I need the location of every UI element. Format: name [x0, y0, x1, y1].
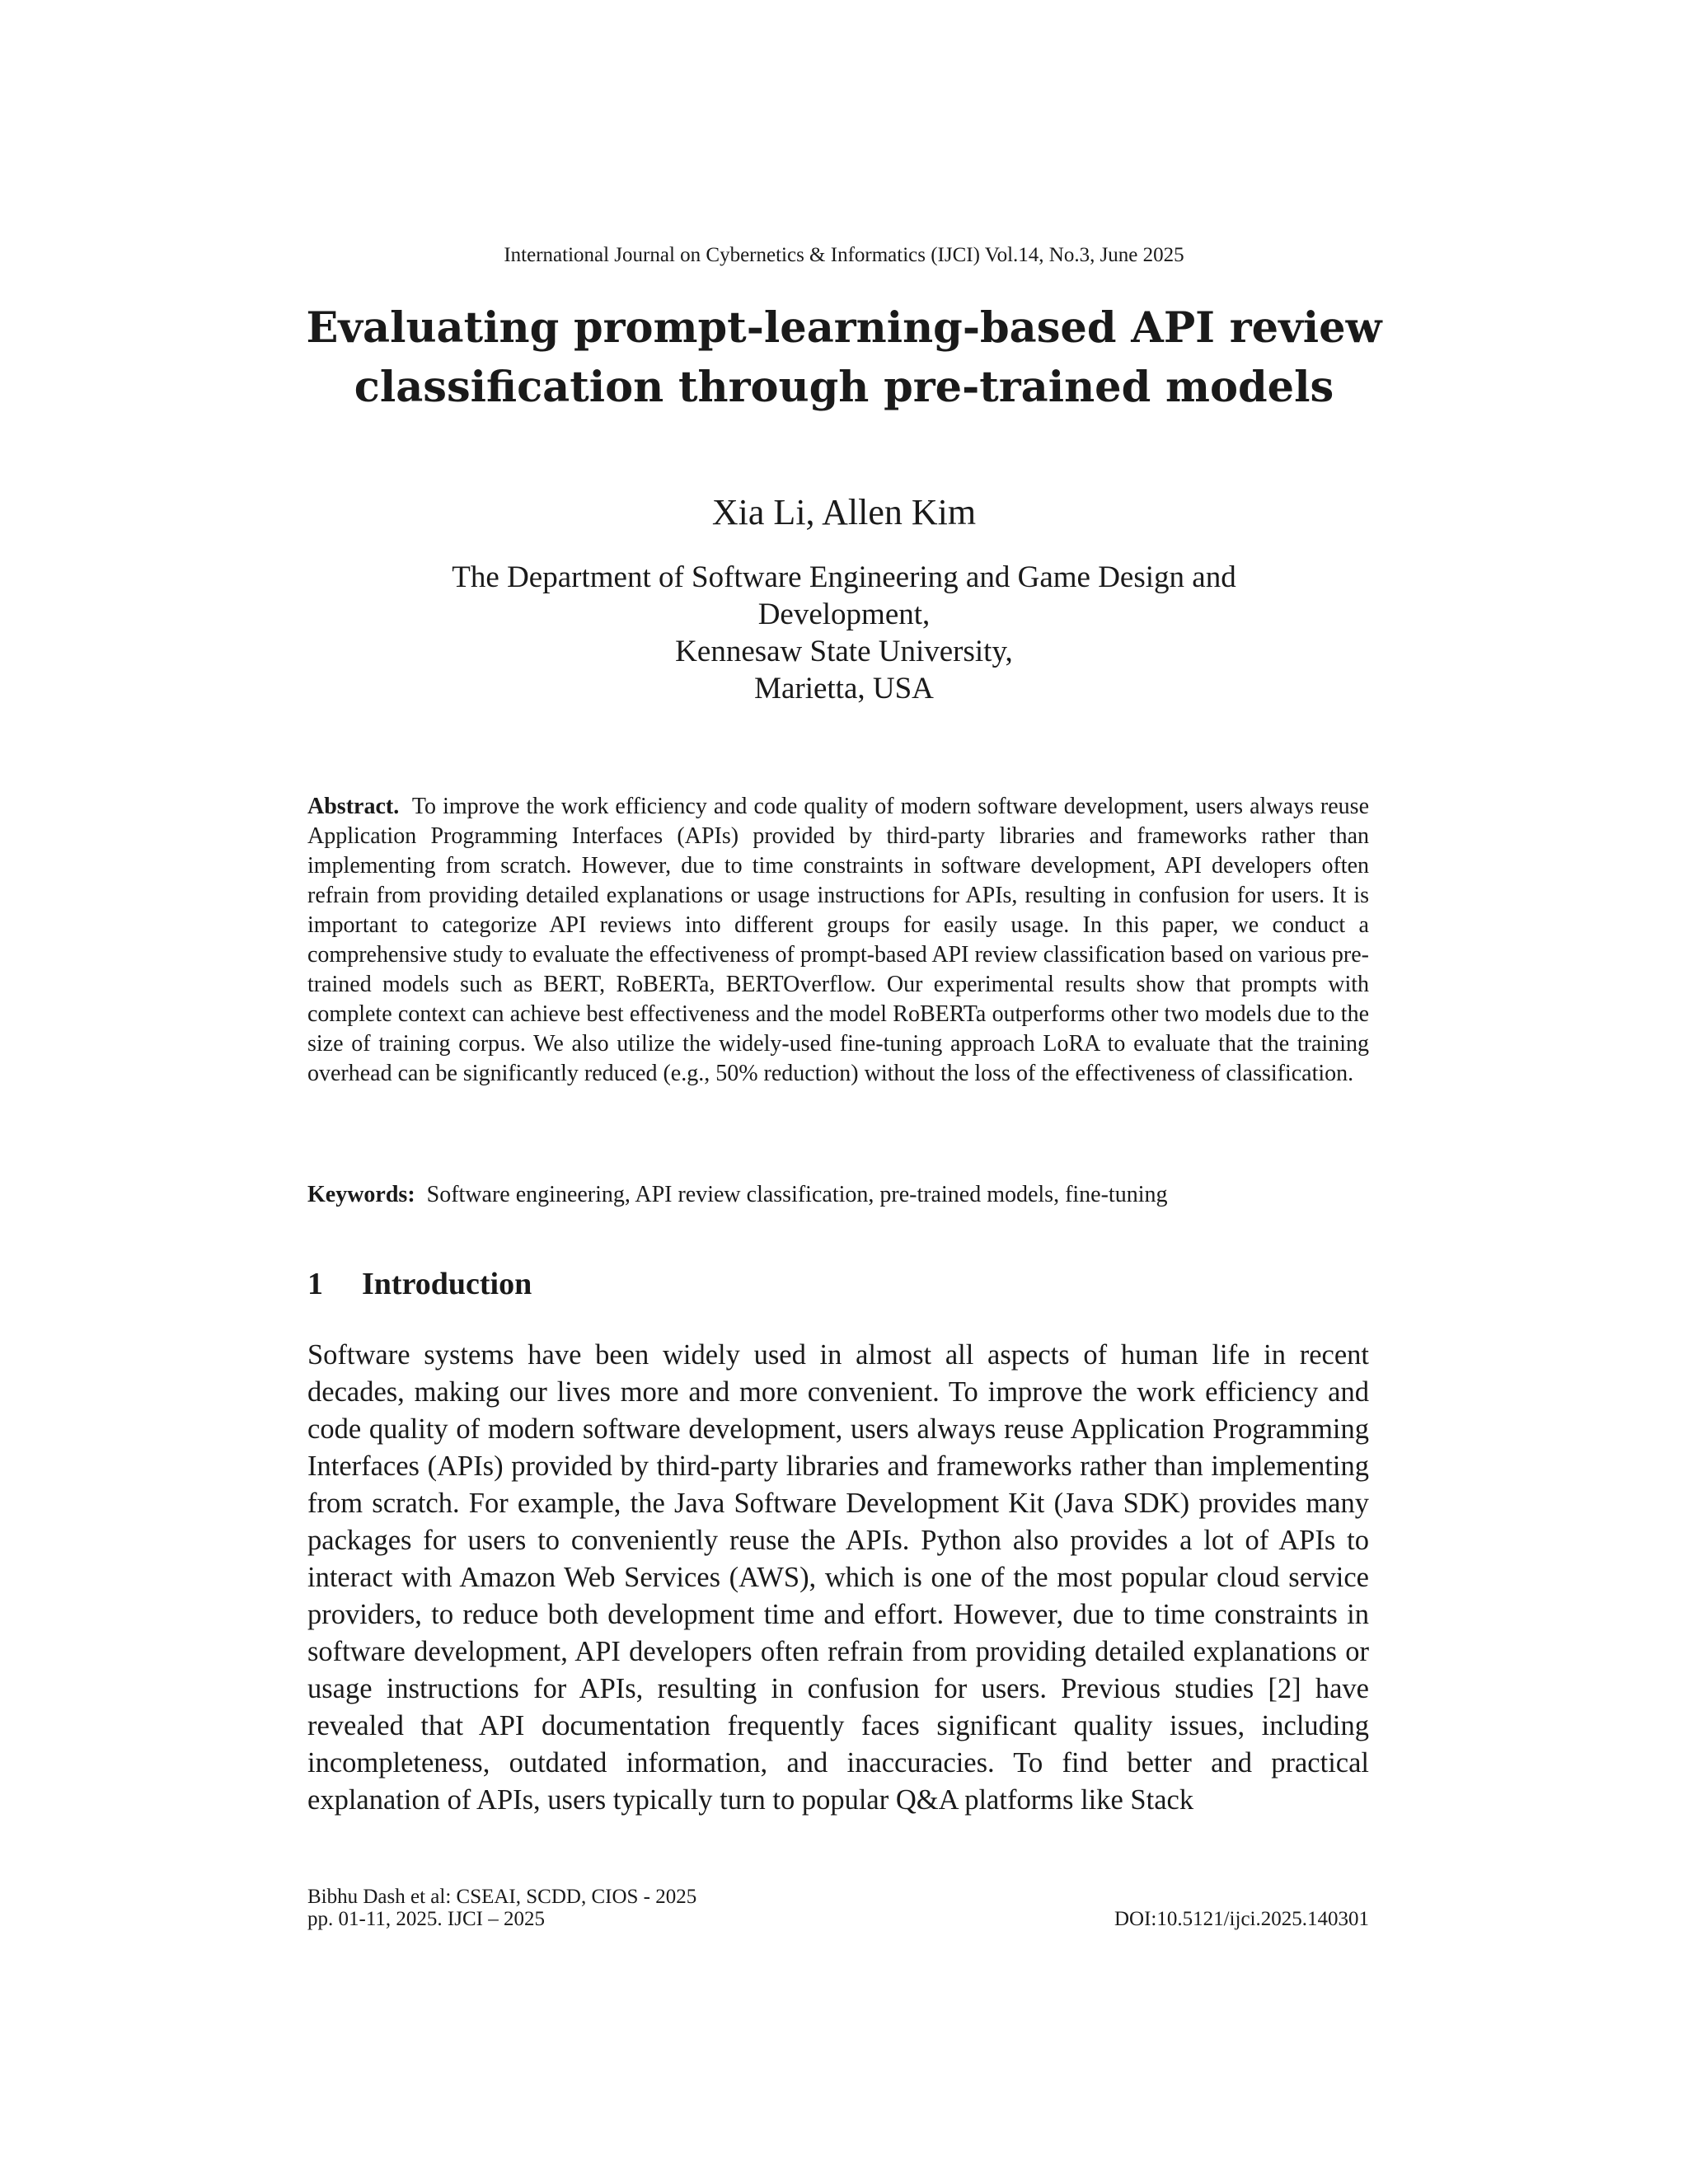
- affiliation-line: Development,: [757, 598, 931, 631]
- keywords-text: Software engineering, API review classification, pre-trained models, fine-tuning: [426, 1182, 1168, 1207]
- footer-doi: DOI:10.5121/ijci.2025.140301: [1114, 1908, 1369, 1930]
- paper-authors: Xia Li, Allen Kim: [711, 492, 977, 532]
- abstract-label: Abstract.: [307, 794, 400, 819]
- affiliation-line: Kennesaw State University,: [675, 635, 1013, 668]
- journal-header: International Journal on Cybernetics & Informatics (IJCI) Vol.14, No.3, June 2025: [504, 244, 1184, 266]
- footer-line: pp. 01-11, 2025. IJCI – 2025: [307, 1908, 545, 1930]
- abstract: [307, 792, 1369, 1089]
- affiliation: [267, 559, 1421, 707]
- section-number: 1: [307, 1267, 323, 1301]
- section-title: Introduction: [362, 1267, 532, 1301]
- footer-line: Bibhu Dash et al: CSEAI, SCDD, CIOS - 2025: [307, 1886, 697, 1908]
- affiliation-line: Marietta, USA: [754, 672, 934, 705]
- paper-title: Evaluating prompt-learning-based API review classification through pre-trained models: [306, 303, 1382, 412]
- section-heading: [307, 1266, 532, 1302]
- affiliation-line: The Department of Software Engineering and Game Design and: [452, 560, 1236, 594]
- introduction-paragraph: Software systems have been widely used in almost all aspects of human life in recent decades, making our lives more and more convenient. To improve the work efficiency and code quality of modern software development, users always reuse Application Programming Interfaces (APIs) provided by third-party libraries and frameworks rather than implementing from scratch. For example, the Java Software Development Kit (Java SDK) provides many packages for users to conveniently reuse the APIs. Python also provides a lot of APIs to interact with Amazon Web Services (AWS), which is one of the most popular cloud service providers, to reduce both development time and effort. However, due to time constraints in software development, API developers often refrain from providing detailed explanations or usage instructions for APIs, resulting in confusion for users. Previous studies [2] have revealed that API documentation frequently faces significant quality issues, including incompleteness, outdated information, and inaccuracies. To find better and practical explanation of APIs, users typically turn to popular Q&A platforms like Stack: [307, 1339, 1369, 1816]
- keywords-label: Keywords:: [307, 1182, 415, 1207]
- keywords: [307, 1180, 1461, 1210]
- footer-citation: [307, 1886, 696, 1930]
- abstract-text: To improve the work efficiency and code quality of modern software development, users always reuse Application Programming Interfaces (APIs) provided by third-party libraries and frameworks rather than implementing from scratch. However, due to time constraints in software development, API developers often refrain from providing detailed explanations or usage instructions for APIs, resulting in confusion for users. It is important to categorize API reviews into different groups for easily usage. In this paper, we conduct a comprehensive study to evaluate the effectiveness of prompt-based API review classification based on various pre-trained models such as BERT, RoBERTa, BERTOverflow. Our experimental results show that prompts with complete context can achieve best effectiveness and the model RoBERTa outperforms other two models due to the size of training corpus. We also utilize the widely-used fine-tuning approach LoRA to evaluate that the training overhead can be significantly reduced (e.g., 50% reduction) without the loss of the effectiveness of classification.: [307, 794, 1369, 1086]
